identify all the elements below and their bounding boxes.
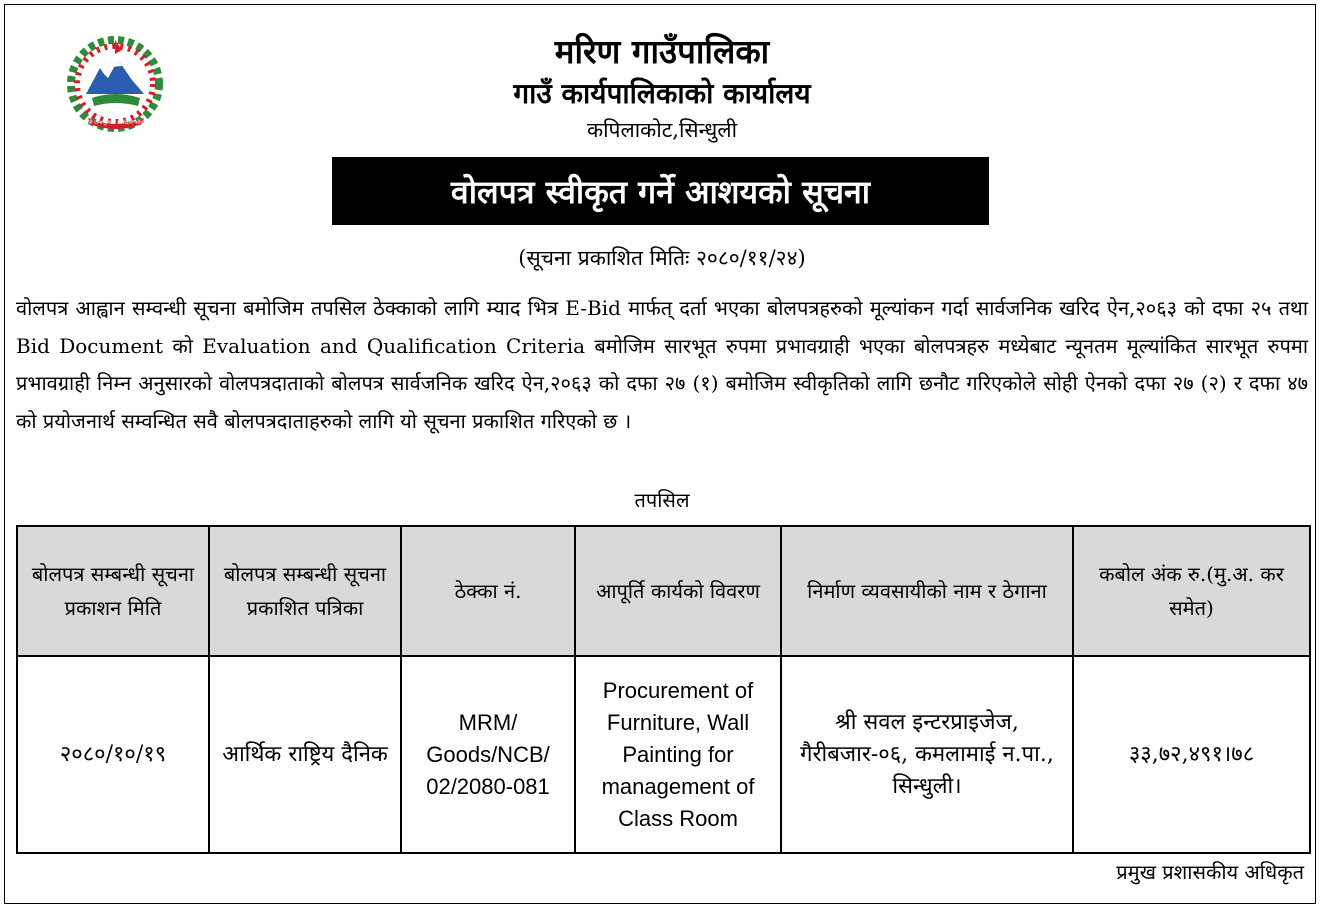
cell-contractor: श्री सवल इन्टरप्राइजेज, गैरीबजार-०६, कमलामाई न.पा., सिन्धुली। [781,656,1073,853]
table-row [17,656,1310,853]
header-contractor: निर्माण व्यवसायीको नाम र ठेगाना [781,526,1073,656]
cell-newspaper: आर्थिक राष्ट्रिय दैनिक [209,656,401,853]
emblem-motto: जननी जन्मभूमिश्च स्वर्गादपि गरीयसी [81,120,149,126]
details-table [16,525,1311,854]
header-amount: कबोल अंक रु.(मु.अ. कर समेत) [1073,526,1310,656]
table-header-row [17,526,1310,656]
office-location: कपिलाकोट,सिन्धुली [586,118,738,142]
header-publication-date: बोलपत्र सम्बन्धी सूचना प्रकाशन मिति [17,526,209,656]
cell-amount: ३३,७२,४९१।७८ [1073,656,1310,853]
published-date: (सूचना प्रकाशित मितिः २०८०/११/२४) [518,246,806,270]
signatory-title: प्रमुख प्रशासकीय अधिकृत [1116,860,1304,884]
notice-title: वोलपत्र स्वीकृत गर्ने आशयको सूचना [332,157,989,225]
details-heading: तपसिल [634,488,690,512]
cell-description: Procurement of Furniture, Wall Painting for management of Class Room [575,656,781,853]
header-newspaper: बोलपत्र सम्बन्धी सूचना प्रकाशित पत्रिका [209,526,401,656]
municipality-name: मरिण गाउँपालिका [554,32,770,71]
header-contract-no: ठेक्का नं. [401,526,575,656]
notice-body: वोलपत्र आह्वान सम्वन्धी सूचना बमोजिम तपसिल ठेक्काको लागि म्याद भित्र E-Bid मार्फत् दर्ता भएका बोलपत्रहरुको मूल्यांकन गर्दा सार्वजनिक खरिद ऐन,२०६३ को दफा २५ तथा Bid Document को Evaluation and Qualification Criteria बमोजिम सारभूत रुपमा प्रभावग्राही भएका बोलपत्रहरु मध्येबाट न्यूनतम मूल्यांकित सारभूत रुपमा प्रभावग्राही निम्न अनुसारको वोलपत्रदाताको बोलपत्र सार्वजनिक खरिद ऐन,२०६३ को दफा २७ (१) बमोजिम स्वीकृतिको लागि छनौट गरिएकोले सोही ऐनको दफा २७ (२) र दफा ४७ को प्रयोजनार्थ सम्वन्धित सवै बोलपत्रदाताहरुको लागि यो सूचना प्रकाशित गरिएको छ । [16,296,1308,433]
cell-publication-date: २०८०/१०/१९ [17,656,209,853]
cell-contract-no: MRM/ Goods/NCB/ 02/2080-081 [401,656,575,853]
header-description: आपूर्ति कार्यको विवरण [575,526,781,656]
office-name: गाउँ कार्यपालिकाको कार्यालय [513,77,811,110]
